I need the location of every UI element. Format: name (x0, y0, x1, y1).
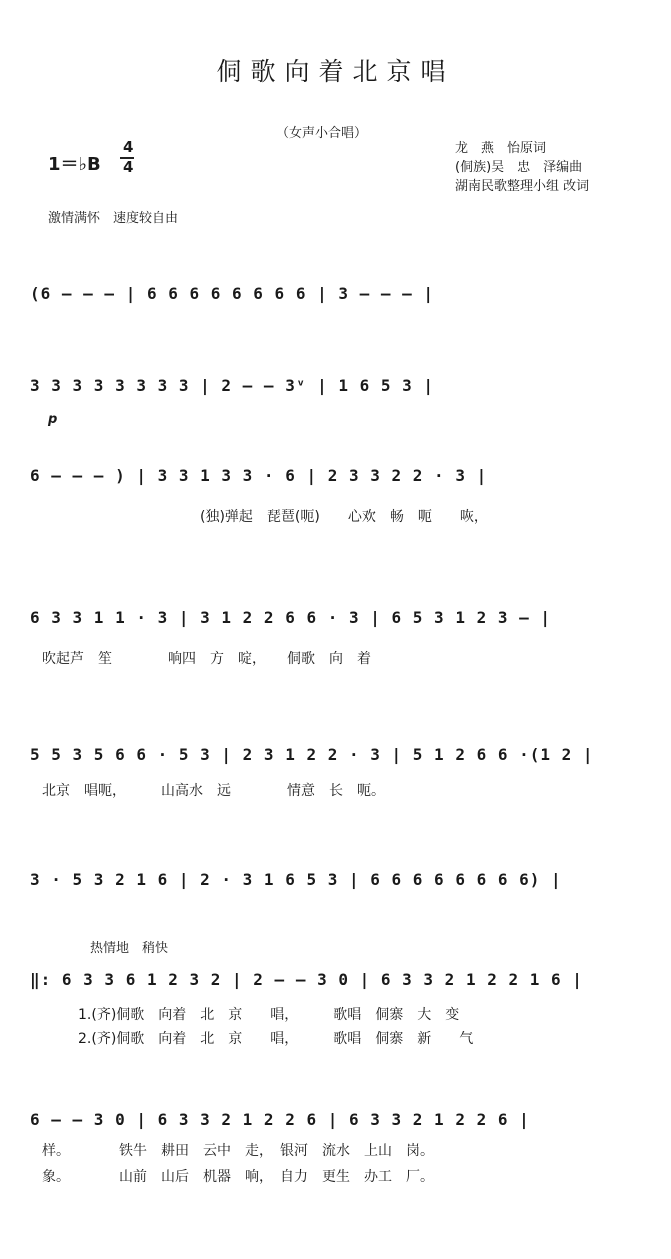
credit-lyricist: 龙 燕 怡原词 (455, 141, 547, 156)
lyric-line-verse-1: 样。 铁牛 耕田 云中 走， 银河 流水 上山 岗。 (42, 1143, 434, 1159)
notation-line: 5 5 3 5 6 6 · 5 3 | 2 3 1 2 2 · 3 | 5 1 2 6 6 ·(1 2 | (30, 745, 594, 764)
score-system-2 (30, 372, 640, 402)
lyric-line: 吹起芦 笙 响四 方 啶， 侗歌 向 着 (42, 651, 371, 667)
page-title: 侗歌向着北京唱 (216, 57, 455, 86)
tempo-marking-chorus: 热情地 稍快 (90, 941, 169, 956)
lyric-line-verse-1: 1.(齐)侗歌 向着 北 京 唱， 歌唱 侗寨 大 变 (78, 1007, 460, 1023)
lyric-line: 北京 唱呃， 山高水 远 情意 长 呃。 (42, 783, 385, 799)
notation-line: 6 — — 3 0 | 6 3 3 2 1 2 2 6 | 6 3 3 2 1 2 2 6 | (30, 1110, 530, 1129)
lyric-line: (独)弹起 琵琶(呃) 心欢 畅 呃 咴， (200, 509, 488, 525)
notation-line: 6 3 3 1 1 · 3 | 3 1 2 2 6 6 · 3 | 6 5 3 1 2 3 — | (30, 608, 552, 627)
score-system-5 (30, 745, 640, 805)
score-system-7 (30, 970, 640, 1060)
lyric-line-verse-2: 象。 山前 山后 机器 响， 自力 更生 办工 厂。 (42, 1169, 434, 1185)
time-signature-top: 4 (123, 138, 134, 156)
key-signature: 1＝♭B (48, 154, 101, 175)
notation-line: (6 — — — | 6 6 6 6 6 6 6 6 | 3 — — — | (30, 284, 435, 303)
tempo-marking-intro: 激情满怀 速度较自由 (48, 211, 179, 226)
score-system-8 (30, 1110, 640, 1200)
notation-line: ‖: 6 3 3 6 1 2 3 2 | 2 — — 3 0 | 6 3 3 2 1 2 2 1 6 | (30, 970, 583, 989)
score-system-1 (30, 280, 640, 310)
notation-line: 3 3 3 3 3 3 3 3 | 2 — — 3ᵛ | 1 6 5 3 | (30, 376, 435, 395)
credit-arranger: (侗族)吴 忠 泽编曲 (455, 160, 583, 175)
notation-line: 3 · 5 3 2 1 6 | 2 · 3 1 6 5 3 | 6 6 6 6 6 6 6 6) | (30, 870, 562, 889)
time-signature-bottom: 4 (123, 158, 134, 176)
lyric-line-verse-2: 2.(齐)侗歌 向着 北 京 唱， 歌唱 侗寨 新 气 (78, 1031, 474, 1047)
dynamic-marking: p (48, 412, 58, 427)
score-system-3 (30, 466, 640, 526)
notation-line: 6 — — — ) | 3 3 1 3 3 · 6 | 2 3 3 2 2 · 3 | (30, 466, 488, 485)
score-system-4 (30, 608, 640, 668)
subtitle: （女声小合唱） (276, 126, 368, 141)
score-system-6 (30, 870, 640, 900)
credit-reviser: 湖南民歌整理小组 改词 (455, 179, 590, 194)
